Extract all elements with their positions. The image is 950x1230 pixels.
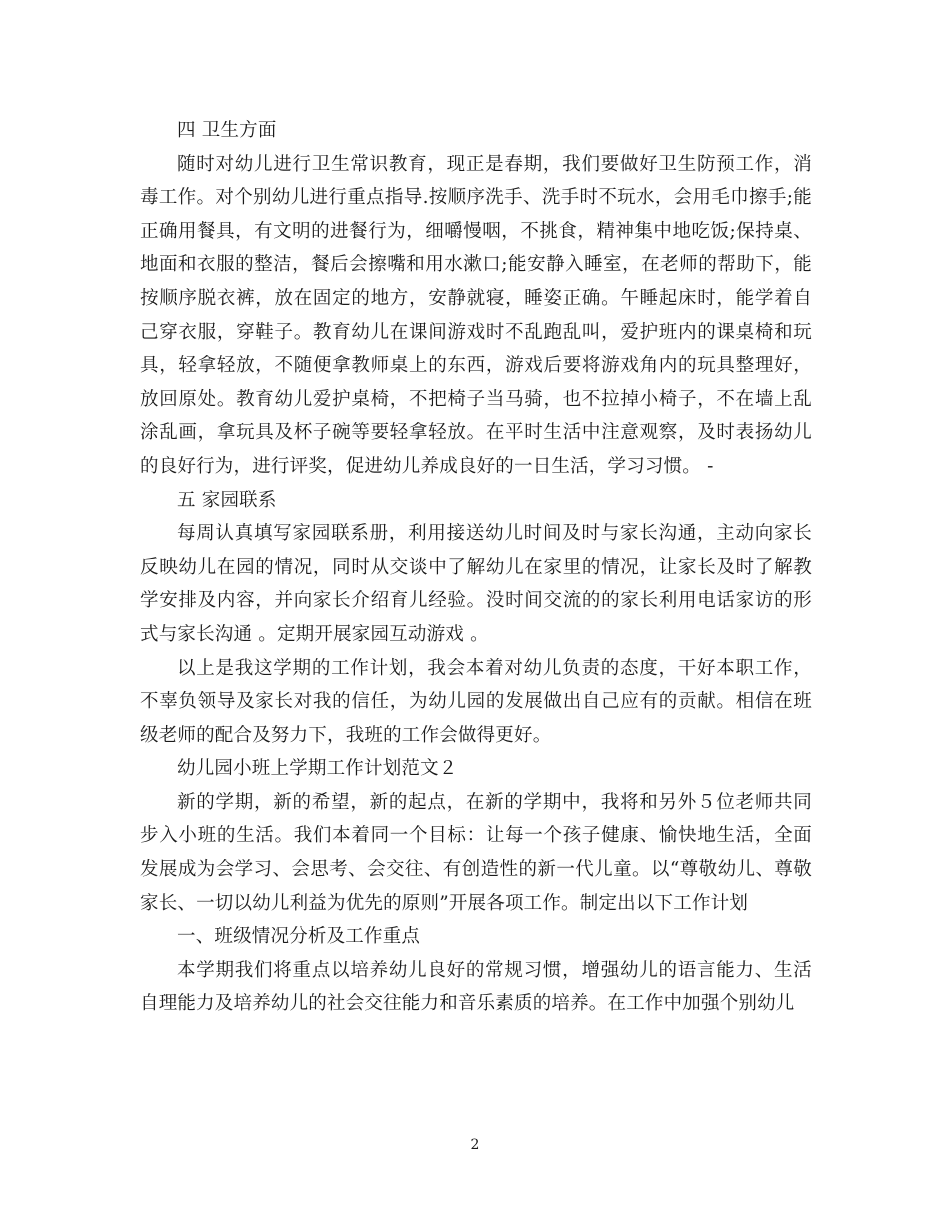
document-body [140, 114, 812, 1021]
section-heading-home-school: 五 家园联系 [177, 489, 277, 511]
paragraph-home-school: 每周认真填写家园联系册，利用接送幼儿时间及时与家长沟通，主动向家长反映幼儿在园的情况，同时从交谈中了解幼儿在家里的情况，让家长及时了解教学安排及内容，并向家长介绍育儿经验。没时间交流的的家长利用电话家访的形式与家长沟通 。定期开展家园互动游戏 。 [140, 523, 812, 645]
paragraph-class-analysis: 本学期我们将重点以培养幼儿良好的常规习惯，增强幼儿的语言能力、生活自理能力及培养幼儿的社会交往能力和音乐素质的培养。在工作中加强个别幼儿 [140, 959, 812, 1015]
paragraph-new-semester: 新的学期，新的希望，新的起点，在新的学期中，我将和另外５位老师共同步入小班的生活。我们本着同一个目标：让每一个孩子健康、愉快地生活，全面发展成为会学习、会思考、会交往、有创造性的新一代儿童。以“尊敬幼儿、尊敬家长、一切以幼儿利益为优先的原则”开展各项工作。制定出以下工作计划 [140, 791, 812, 914]
paragraph-hygiene: 随时对幼儿进行卫生常识教育，现正是春期，我们要做好卫生防预工作，消毒工作。对个别幼儿进行重点指导.按顺序洗手、洗手时不玩水，会用毛巾擦手;能正确用餐具，有文明的进餐行为，细嚼慢咽，不挑食，精神集中地吃饭;保持桌、地面和衣服的整洁，餐后会擦嘴和用水漱口;能安静入睡室，在老师的帮助下，能按顺序脱衣裤，放在固定的地方，安静就寝，睡姿正确。午睡起床时，能学着自己穿衣服，穿鞋子。教育幼儿在课间游戏时不乱跑乱叫，爱护班内的课桌椅和玩具，轻拿轻放，不随便拿教师桌上的东西，游戏后要将游戏角内的玩具整理好，放回原处。教育幼儿爱护桌椅，不把椅子当马骑，也不拉掉小椅子，不在墙上乱涂乱画，拿玩具及杯子碗等要轻拿轻放。在平时生活中注意观察，及时表扬幼儿的良好行为，进行评奖，促进幼儿养成良好的一日生活，学习习惯。 - [140, 153, 812, 477]
paragraph-conclusion: 以上是我这学期的工作计划，我会本着对幼儿负责的态度，干好本职工作，不辜负领导及家长对我的信任，为幼儿园的发展做出自己应有的贡献。相信在班级老师的配合及努力下，我班的工作会做得更好。 [140, 657, 812, 746]
section-heading-hygiene: 四 卫生方面 [177, 120, 277, 141]
section-heading-class-analysis: 一、班级情况分析及工作重点 [177, 926, 421, 948]
page-number: 2 [470, 1137, 480, 1153]
section-heading-sample-2: 幼儿园小班上学期工作计划范文２ [177, 758, 458, 780]
